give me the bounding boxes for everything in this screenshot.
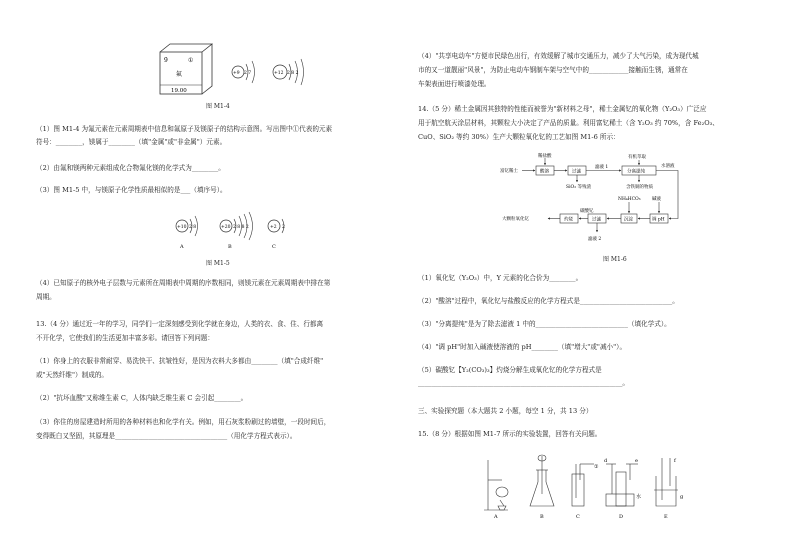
atom-a-shells: 2 8: [189, 225, 197, 230]
magnesium-nucleus: +12: [274, 71, 284, 76]
q14-2: （2）"酸溶"过程中，氧化钇与盐酸反应的化学方程式是____________________________。: [418, 297, 679, 305]
flow-filter2: 过滤: [592, 217, 601, 223]
q14-4: （4）"调 pH"时加入碱液使溶液的 pH________（填"增大"或"减小"）。: [418, 343, 627, 351]
fluorine-nucleus: +9: [233, 71, 240, 76]
apparatus-label-a: A: [494, 514, 498, 520]
apparatus-label-d: D: [619, 514, 624, 520]
figure-m1-4: [158, 42, 358, 104]
atom-c-shells: 2: [282, 225, 285, 230]
atom-c-label: C: [272, 244, 276, 250]
flow-separate: 分离提纯: [627, 169, 645, 175]
q14-1: （1）氧化钇（Y₂O₃）中，Y 元素的化合价为________。: [418, 274, 583, 282]
cell-mark: ①: [188, 57, 194, 64]
right-column: [408, 0, 788, 558]
q12-2: （2）由氟和镁两种元素组成化合物氟化镁的化学式为________。: [36, 164, 225, 172]
flow-raw: 富钇稀土: [500, 169, 518, 174]
apparatus-mark-d: d: [604, 458, 608, 464]
flow-aqueous: 水溶液: [661, 164, 675, 169]
left-column: [18, 0, 398, 558]
atom-c-nucleus: +2: [270, 225, 277, 230]
atom-b-label: B: [228, 244, 232, 250]
flow-carbonate: 碳酸钇: [580, 209, 594, 214]
flow-ammonia: 碱液: [652, 197, 661, 202]
flow-acid-dissolve: 酸溶: [540, 169, 549, 175]
cell-symbol: 氟: [176, 71, 183, 78]
apparatus-label-c: C: [576, 514, 580, 520]
apparatus-mark-e: e: [635, 458, 638, 464]
apparatus-d: [606, 464, 638, 506]
flow-acid: 稀盐酸: [538, 154, 552, 159]
flow-organic: 含铁铜的物质: [626, 185, 653, 190]
q13-3-line1: （3）你住的房屋建造时所用的各种材料也和化学有关。例如，用石灰浆粉刷过的墙壁，一段时间后，: [36, 418, 331, 426]
flow-product: 大颗粒氧化钇: [502, 217, 529, 222]
flow-diagram-m1-6: [488, 152, 738, 252]
figure-m1-7: [478, 450, 708, 522]
flow-precipitate: 沉淀: [624, 217, 633, 223]
periodic-cell: [160, 44, 212, 94]
apparatus-a: [484, 460, 508, 510]
figure-m1-5: [168, 210, 308, 254]
flow-filtrate1: 滤液 1: [595, 165, 609, 170]
q12-3: （3）图 M1-5 中，与镁原子化学性质最相似的是___（填序号）。: [36, 186, 227, 194]
apparatus-mark-1: ①: [594, 464, 599, 470]
flow-filter1: 过滤: [572, 169, 581, 175]
q13-line2: 不开化学，它使我们的生活更加丰富多彩。请回答下列问题：: [36, 334, 215, 342]
q13-4-line2: 市的又一道靓丽"风景"，为防止电动车钢制车架与空气中的____________接触而生锈，通常在: [418, 66, 688, 74]
q14-line1: 14.（5 分）稀土金属因其独特的性能而被誉为"新材料之母"，稀土金属钇的氧化物（Y₂O₃）广泛应: [418, 105, 707, 113]
section-3-heading: 三、实验探究题（本大题共 2 小题，每空 1 分，共 13 分）: [418, 407, 593, 415]
figure-m1-6-caption: 图 M1-6: [603, 256, 627, 263]
q13-3-line2: 变得既白又坚固，其原理是__________________________________（用化学方程式表示）。: [36, 432, 297, 440]
q13-1-line1: （1）你身上的衣服非常耐穿、易洗快干、抗皱性好，是因为衣料大多都由________（填"合成纤维": [36, 357, 324, 365]
q12-4-line2: 周期。: [36, 293, 56, 301]
q13-2: （2）"抗坏血酸"又称维生素 C，人体内缺乏维生素 C 会引起________。: [36, 394, 248, 402]
atom-b-nucleus: +20: [221, 225, 231, 230]
flow-nh4: NH₄HCO₃: [618, 197, 641, 202]
q12-1-line2: 符号：________，镁属于________（填"金属"或"非金属"）元素。: [36, 138, 227, 146]
cell-number: 9: [164, 57, 168, 64]
q12-4-line1: （4）已知原子的核外电子层数与元素所在周期表中周期的序数相同，则镁元素在元素周期表中排在第: [36, 279, 331, 287]
flow-filtrate2: 滤液 2: [588, 237, 602, 242]
q14-line3: CuO、SiO₂ 等约 30%）生产大颗粒氧化钇的工艺如图 M1-6 所示：: [418, 133, 620, 141]
apparatus-b: [530, 455, 554, 506]
q15-intro: 15.（8 分）根据如图 M1-7 所示的实验装置，回答有关问题。: [418, 430, 602, 438]
fluorine-shells: 2 7: [244, 71, 252, 76]
figure-m1-4-caption: 图 M1-4: [206, 103, 230, 110]
figure-m1-5-caption: 图 M1-5: [206, 260, 230, 267]
q12-1-line1: （1）图 M1-4 为氟元素在元素周期表中信息和氟原子及镁原子的结构示意图。写出图中①代表的元素: [36, 125, 333, 133]
q14-5-line1: （5）碳酸钇【Y₂(CO₃)₃】灼烧分解生成氧化钇的化学方程式是: [418, 366, 602, 374]
apparatus-c: [572, 464, 594, 506]
q13-4-line3: 车架表面进行喷漆处理。: [418, 80, 491, 88]
apparatus-mark-f: f: [674, 458, 676, 464]
apparatus-water: 水: [636, 494, 642, 500]
apparatus-mark-g: g: [680, 494, 684, 500]
atom-a-label: A: [180, 244, 184, 250]
q13-line1: 13.（4 分）通过近一年的学习，同学们一定深刻感受到化学就在身边，人类的衣、食、住、行都离: [36, 320, 324, 328]
q13-4-line1: （4）"共享电动车"方便市民绿色出行，有效缓解了城市交通压力，减少了大气污染，成为现代城: [418, 52, 699, 60]
atom-b-shells: 2 8 8 2: [233, 225, 249, 230]
q14-3: （3）"分离提纯"是为了除去滤液 1 中的____________________________（填化学式）。: [418, 320, 671, 328]
atom-a-nucleus: +10: [177, 225, 187, 230]
flow-adjust-ph: 调 pH: [652, 217, 665, 223]
flow-calcine: 灼烧: [564, 217, 573, 223]
apparatus-label-b: B: [540, 514, 544, 520]
apparatus-e: [654, 458, 678, 506]
cell-mass: 19.00: [171, 88, 187, 94]
magnesium-shells: 2 8 2: [287, 71, 299, 76]
apparatus-label-e: E: [664, 514, 668, 520]
q14-5-line2: ______________________________________________________________。: [418, 379, 629, 387]
q13-1-line2: 或"天然纤维"）制成的。: [36, 371, 109, 379]
q14-line2: 用于航空航天涂层材料，其颗粒大小决定了产品的质量。利用富钇稀土（含 Y₂O₃ 约 70%，含 Fe₂O₃、: [418, 119, 719, 127]
flow-sio2: SiO₂ 等残渣: [566, 185, 591, 190]
flow-extractant: 有机萃取: [628, 155, 646, 160]
